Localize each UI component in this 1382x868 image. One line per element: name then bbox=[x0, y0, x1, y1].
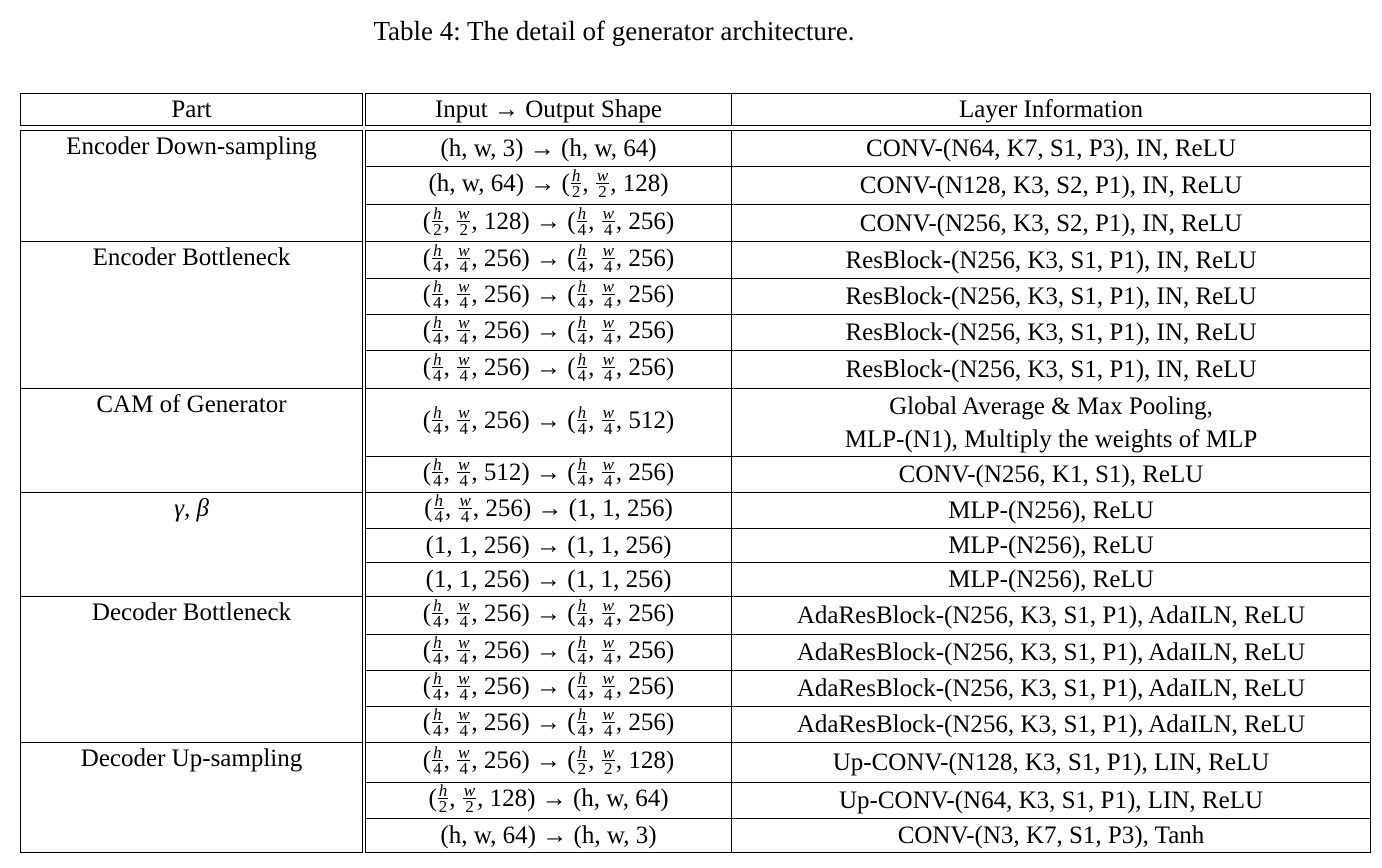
fraction: $\frac{h}{4}$ bbox=[577, 403, 587, 438]
table-row bbox=[21, 743, 1371, 783]
fraction: $\frac{h}{4}$ bbox=[577, 633, 587, 668]
fraction: $\frac{h}{4}$ bbox=[433, 350, 442, 385]
part-cell: γ, β bbox=[21, 493, 365, 597]
layer-cell bbox=[732, 205, 1371, 242]
fraction: $\frac{w}{4}$ bbox=[459, 491, 471, 526]
layer-text: CONV-(N256, K1, S1), ReLU bbox=[898, 461, 1204, 488]
fraction: $\frac{h}{2}$ bbox=[571, 166, 581, 201]
architecture-table bbox=[20, 130, 1371, 853]
fraction: $\frac{w}{4}$ bbox=[602, 313, 614, 348]
fraction: $\frac{w}{4}$ bbox=[602, 669, 614, 704]
fraction: $\frac{h}{4}$ bbox=[433, 633, 442, 668]
layer-cell bbox=[732, 242, 1371, 279]
fraction: $\frac{w}{4}$ bbox=[458, 313, 470, 348]
table-row bbox=[21, 493, 1371, 529]
layer-text: ResBlock-(N256, K3, S1, P1), IN, ReLU bbox=[845, 356, 1257, 383]
fraction: $\frac{h}{4}$ bbox=[577, 240, 587, 276]
shape-cell: ( $\frac{h}{4}$ , $\frac{w}{4}$ , 256) → ( $\frac{h}{2}$ , $\frac{w}{2}$ , 128) bbox=[364, 743, 732, 783]
shape-cell: ( $\frac{h}{4}$ , $\frac{w}{4}$ , 256) → ( $\frac{h}{4}$ , $\frac{w}{4}$ , 256) bbox=[364, 635, 732, 671]
layer-text: Global Average & Max Pooling, bbox=[889, 392, 1213, 420]
fraction: $\frac{h}{4}$ bbox=[577, 596, 587, 631]
table-row bbox=[21, 131, 1371, 167]
fraction: $\frac{h}{4}$ bbox=[577, 669, 587, 704]
fraction: $\frac{w}{4}$ bbox=[602, 277, 614, 312]
layer-text: AdaResBlock-(N256, K3, S1, P1), AdaILN, ReLU bbox=[796, 602, 1306, 629]
shape-cell: ( $\frac{h}{4}$ , $\frac{w}{4}$ , 256) → ( $\frac{h}{4}$ , $\frac{w}{4}$ , 256) bbox=[364, 315, 732, 351]
fraction: $\frac{w}{4}$ bbox=[458, 705, 470, 740]
shape-cell: (h, w, 64) → ( $\frac{h}{2}$ , $\frac{w}{2}$ , 128) bbox=[364, 167, 732, 205]
shape-cell: (1, 1, 256) → (1, 1, 256) bbox=[364, 529, 732, 563]
fraction: $\frac{h}{4}$ bbox=[577, 277, 587, 312]
layer-text: MLP-(N256), ReLU bbox=[948, 566, 1154, 593]
layer-text: AdaResBlock-(N256, K3, S1, P1), AdaILN, ReLU bbox=[796, 675, 1306, 702]
layer-cell bbox=[732, 529, 1371, 563]
fraction: $\frac{w}{4}$ bbox=[602, 403, 614, 438]
fraction: $\frac{h}{2}$ bbox=[433, 203, 442, 239]
fraction: $\frac{h}{4}$ bbox=[433, 277, 442, 312]
header-part: Part bbox=[21, 94, 365, 126]
header-row bbox=[21, 94, 1371, 126]
layer-cell bbox=[732, 707, 1371, 743]
fraction: $\frac{h}{4}$ bbox=[433, 705, 442, 740]
fraction: $\frac{w}{4}$ bbox=[458, 743, 470, 778]
layer-text: ResBlock-(N256, K3, S1, P1), IN, ReLU bbox=[845, 283, 1257, 310]
layer-cell bbox=[732, 743, 1371, 783]
fraction: $\frac{w}{4}$ bbox=[458, 403, 470, 438]
layer-cell bbox=[732, 315, 1371, 351]
table-row bbox=[21, 597, 1371, 635]
layer-cell bbox=[732, 457, 1371, 493]
fraction: $\frac{w}{4}$ bbox=[602, 203, 614, 239]
shape-cell: ( $\frac{h}{4}$ , $\frac{w}{4}$ , 256) → ( $\frac{h}{4}$ , $\frac{w}{4}$ , 512) bbox=[364, 389, 732, 457]
layer-cell bbox=[732, 783, 1371, 819]
layer-cell bbox=[732, 819, 1371, 853]
fraction: $\frac{h}{4}$ bbox=[577, 350, 587, 385]
shape-cell: (h, w, 64) → (h, w, 3) bbox=[364, 819, 732, 853]
fraction: $\frac{w}{4}$ bbox=[458, 350, 470, 385]
fraction: $\frac{w}{4}$ bbox=[458, 633, 470, 668]
layer-text: Up-CONV-(N64, K3, S1, P1), LIN, ReLU bbox=[838, 787, 1264, 814]
shape-cell: ( $\frac{h}{4}$ , $\frac{w}{4}$ , 256) → (1, 1, 256) bbox=[364, 493, 732, 529]
fraction: $\frac{w}{4}$ bbox=[458, 669, 470, 704]
fraction: $\frac{w}{4}$ bbox=[602, 455, 614, 490]
fraction: $\frac{h}{2}$ bbox=[577, 743, 587, 778]
layer-cell bbox=[732, 671, 1371, 707]
fraction: $\frac{w}{4}$ bbox=[458, 240, 470, 276]
table-row bbox=[21, 389, 1371, 457]
fraction: $\frac{h}{4}$ bbox=[577, 203, 587, 239]
layer-text: MLP-(N256), ReLU bbox=[948, 497, 1154, 524]
layer-cell bbox=[732, 389, 1371, 457]
layer-cell bbox=[732, 493, 1371, 529]
part-cell: Decoder Up-sampling bbox=[21, 743, 365, 853]
layer-text: Up-CONV-(N128, K3, S1, P1), LIN, ReLU bbox=[832, 749, 1270, 776]
part-cell: Encoder Down-sampling bbox=[21, 131, 365, 242]
layer-text: AdaResBlock-(N256, K3, S1, P1), AdaILN, ReLU bbox=[796, 639, 1306, 666]
fraction: $\frac{h}{2}$ bbox=[438, 781, 448, 816]
fraction: $\frac{h}{4}$ bbox=[433, 240, 442, 276]
shape-cell: ( $\frac{h}{2}$ , $\frac{w}{2}$ , 128) → ( $\frac{h}{4}$ , $\frac{w}{4}$ , 256) bbox=[364, 205, 732, 242]
fraction: $\frac{w}{4}$ bbox=[458, 455, 470, 490]
table-caption: Table 4: The detail of generator architecture. bbox=[373, 16, 855, 46]
fraction: $\frac{w}{4}$ bbox=[458, 277, 470, 312]
shape-cell: ( $\frac{h}{4}$ , $\frac{w}{4}$ , 256) → ( $\frac{h}{4}$ , $\frac{w}{4}$ , 256) bbox=[364, 242, 732, 279]
layer-text: CONV-(N3, K7, S1, P3), Tanh bbox=[897, 822, 1205, 849]
shape-cell: ( $\frac{h}{2}$ , $\frac{w}{2}$ , 128) → (h, w, 64) bbox=[364, 783, 732, 819]
layer-text-line2: MLP-(N1), Multiply the weights of MLP bbox=[844, 425, 1258, 453]
shape-cell: ( $\frac{h}{4}$ , $\frac{w}{4}$ , 256) → ( $\frac{h}{4}$ , $\frac{w}{4}$ , 256) bbox=[364, 671, 732, 707]
part-cell: Decoder Bottleneck bbox=[21, 597, 365, 743]
fraction: $\frac{h}{4}$ bbox=[433, 743, 442, 778]
fraction: $\frac{w}{2}$ bbox=[458, 203, 470, 239]
layer-cell bbox=[732, 563, 1371, 597]
shape-cell: ( $\frac{h}{4}$ , $\frac{w}{4}$ , 256) → ( $\frac{h}{4}$ , $\frac{w}{4}$ , 256) bbox=[364, 279, 732, 315]
table-header bbox=[20, 93, 1371, 126]
layer-cell bbox=[732, 635, 1371, 671]
layer-text: CONV-(N256, K3, S2, P1), IN, ReLU bbox=[859, 209, 1243, 237]
fraction: $\frac{w}{4}$ bbox=[602, 350, 614, 385]
shape-cell: ( $\frac{h}{4}$ , $\frac{w}{4}$ , 512) → ( $\frac{h}{4}$ , $\frac{w}{4}$ , 256) bbox=[364, 457, 732, 493]
layer-cell bbox=[732, 131, 1371, 167]
layer-text: ResBlock-(N256, K3, S1, P1), IN, ReLU bbox=[845, 246, 1257, 274]
layer-cell bbox=[732, 167, 1371, 205]
header-layer: Layer Information bbox=[732, 94, 1371, 126]
fraction: $\frac{h}{4}$ bbox=[577, 455, 587, 490]
fraction: $\frac{w}{4}$ bbox=[602, 240, 614, 276]
layer-text: CONV-(N64, K7, S1, P3), IN, ReLU bbox=[866, 135, 1236, 162]
shape-cell: ( $\frac{h}{4}$ , $\frac{w}{4}$ , 256) → ( $\frac{h}{4}$ , $\frac{w}{4}$ , 256) bbox=[364, 707, 732, 743]
fraction: $\frac{h}{4}$ bbox=[433, 455, 442, 490]
layer-text: MLP-(N256), ReLU bbox=[948, 532, 1154, 559]
part-cell: Encoder Bottleneck bbox=[21, 242, 365, 389]
fraction: $\frac{w}{2}$ bbox=[596, 166, 609, 201]
header-shape: Input → Output Shape bbox=[364, 94, 732, 126]
shape-cell: (h, w, 3) → (h, w, 64) bbox=[364, 131, 732, 167]
fraction: $\frac{w}{2}$ bbox=[463, 781, 476, 816]
fraction: $\frac{h}{4}$ bbox=[433, 596, 442, 631]
fraction: $\frac{w}{2}$ bbox=[602, 743, 614, 778]
shape-cell: ( $\frac{h}{4}$ , $\frac{w}{4}$ , 256) → ( $\frac{h}{4}$ , $\frac{w}{4}$ , 256) bbox=[364, 351, 732, 389]
fraction: $\frac{w}{4}$ bbox=[602, 633, 614, 668]
layer-cell bbox=[732, 597, 1371, 635]
fraction: $\frac{h}{4}$ bbox=[433, 313, 442, 348]
fraction: $\frac{h}{4}$ bbox=[434, 491, 443, 526]
fraction: $\frac{h}{4}$ bbox=[577, 705, 587, 740]
part-cell: CAM of Generator bbox=[21, 389, 365, 493]
shape-cell: (1, 1, 256) → (1, 1, 256) bbox=[364, 563, 732, 597]
fraction: $\frac{w}{4}$ bbox=[458, 596, 470, 631]
layer-text: ResBlock-(N256, K3, S1, P1), IN, ReLU bbox=[845, 319, 1257, 346]
fraction: $\frac{h}{4}$ bbox=[577, 313, 587, 348]
shape-cell: ( $\frac{h}{4}$ , $\frac{w}{4}$ , 256) → ( $\frac{h}{4}$ , $\frac{w}{4}$ , 256) bbox=[364, 597, 732, 635]
layer-text: AdaResBlock-(N256, K3, S1, P1), AdaILN, ReLU bbox=[796, 711, 1306, 738]
fraction: $\frac{w}{4}$ bbox=[602, 705, 614, 740]
fraction: $\frac{h}{4}$ bbox=[433, 403, 442, 438]
fraction: $\frac{h}{4}$ bbox=[433, 669, 442, 704]
fraction: $\frac{w}{4}$ bbox=[602, 596, 614, 631]
layer-cell bbox=[732, 279, 1371, 315]
table-row bbox=[21, 242, 1371, 279]
layer-cell bbox=[732, 351, 1371, 389]
layer-text: CONV-(N128, K3, S2, P1), IN, ReLU bbox=[859, 172, 1243, 199]
